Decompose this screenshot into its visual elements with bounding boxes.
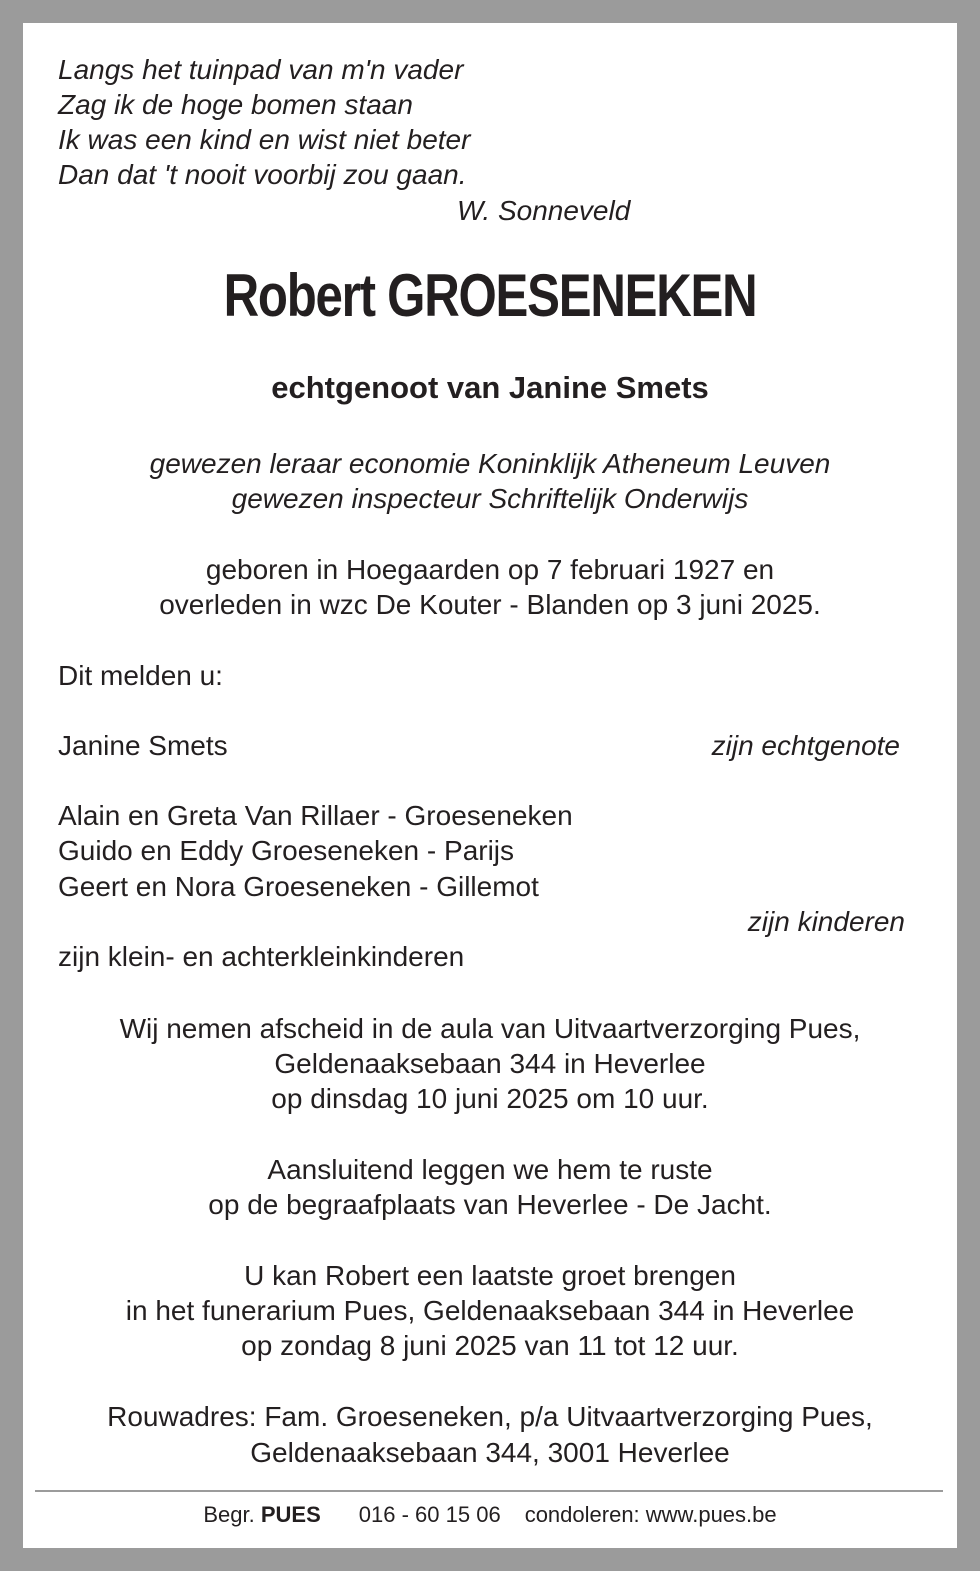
ceremony-line: Geldenaaksebaan 344 in Heverlee [274,1048,706,1079]
address-line: Rouwadres: Fam. Groeseneken, p/a Uitvaartverzorging Pues, [107,1401,873,1432]
grandchildren-line: zijn klein- en achterkleinkinderen [58,941,465,972]
footer-condolence: condoleren: www.pues.be [524,1502,777,1527]
role-line: gewezen inspecteur Schriftelijk Onderwijs [231,483,749,514]
funeral-company: PUES [260,1502,321,1527]
spouse-relation: zijn echtgenote [711,730,900,761]
visitation-line: in het funerarium Pues, Geldenaaksebaan 344 in Heverlee [125,1295,855,1326]
birth-line: geboren in Hoegaarden op 7 februari 1927 en [205,554,775,585]
footer-prefix: Begr. [203,1502,255,1527]
obituary-card [23,23,957,1548]
poem-author: W. Sonneveld [457,195,631,226]
deceased-name: Robert GROESENEKEN [223,262,757,329]
ceremony-line: op dinsdag 10 juni 2025 om 10 uur. [271,1083,709,1114]
spouse-line: echtgenoot van Janine Smets [271,370,709,405]
spouse-name: Janine Smets [58,730,228,761]
footer-phone: 016 - 60 15 06 [358,1502,501,1527]
poem-line: Langs het tuinpad van m'n vader [58,54,464,85]
burial-line: Aansluitend leggen we hem te ruste [267,1154,713,1185]
role-line: gewezen leraar economie Koninklijk Atheneum Leuven [149,448,831,479]
visitation-line: U kan Robert een laatste groet brengen [244,1260,736,1291]
child-line: Guido en Eddy Groeseneken - Parijs [58,835,515,866]
children-relation: zijn kinderen [747,906,905,937]
poem-line: Dan dat 't nooit voorbij zou gaan. [58,159,467,190]
address-line: Geldenaaksebaan 344, 3001 Heverlee [250,1437,730,1468]
child-line: Alain en Greta Van Rillaer - Groeseneken [58,800,573,831]
announcers-intro: Dit melden u: [58,660,223,691]
footer [23,1501,957,1529]
visitation-line: op zondag 8 juni 2025 van 11 tot 12 uur. [241,1330,739,1361]
poem-line: Ik was een kind en wist niet beter [58,124,471,155]
burial-line: op de begraafplaats van Heverlee - De Jacht. [208,1189,772,1220]
death-line: overleden in wzc De Kouter - Blanden op 3 juni 2025. [159,589,821,620]
footer-divider [35,1490,943,1492]
child-line: Geert en Nora Groeseneken - Gillemot [58,871,539,902]
poem-line: Zag ik de hoge bomen staan [58,89,413,120]
ceremony-line: Wij nemen afscheid in de aula van Uitvaartverzorging Pues, [119,1013,861,1044]
